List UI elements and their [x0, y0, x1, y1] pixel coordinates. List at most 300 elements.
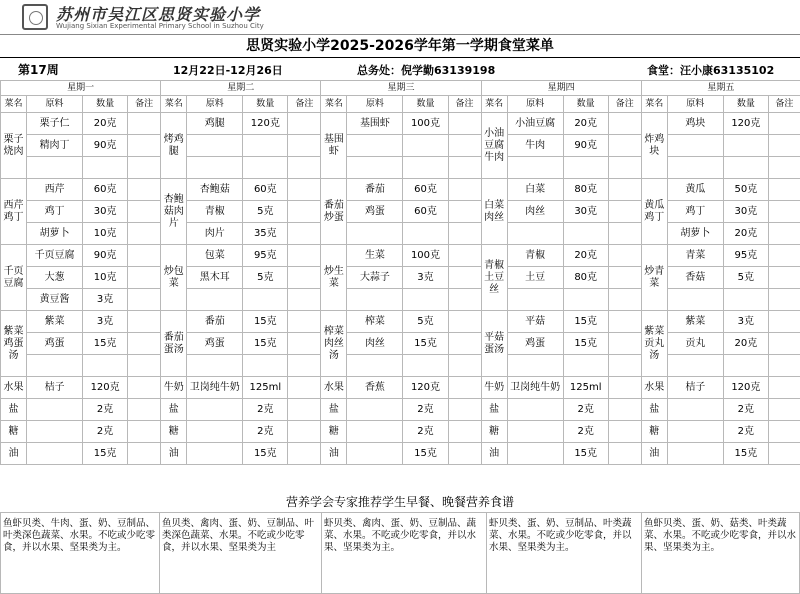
note-cell: [448, 113, 481, 135]
dish-col-header: 菜名: [481, 96, 507, 113]
note-cell: [288, 399, 321, 421]
advice-text: 鱼虾贝类、蛋、奶、菇类、叶类蔬菜、水果。不吃或少吃零食，并以水果、坚果类为主。: [642, 512, 800, 594]
ingredient-cell: [507, 399, 563, 421]
note-cell: [128, 355, 161, 377]
ingredient-cell: [187, 355, 243, 377]
quantity-cell: 3克: [403, 267, 448, 289]
ingredient-col-header: 原料: [27, 96, 83, 113]
quantity-cell: 20克: [563, 245, 608, 267]
condiment-name: 糖: [321, 421, 347, 443]
condiment-name: 糖: [641, 421, 667, 443]
advice-text: 鱼贝类、禽肉、蛋、奶、豆制品、叶类深色蔬菜、水果。不吃或少吃零食，并以水果、坚果类为主: [160, 512, 322, 594]
ingredient-cell: 白菜: [507, 179, 563, 201]
ingredient-cell: 贡丸: [667, 333, 723, 355]
canteen-contact: 食堂：汪小康63135102: [647, 64, 775, 77]
note-cell: [448, 267, 481, 289]
quantity-cell: 30克: [83, 201, 128, 223]
qty-col-header: 数量: [563, 96, 608, 113]
date-range: 12月22日-12月26日: [173, 64, 283, 77]
ingredient-cell: [187, 443, 243, 465]
ingredient-cell: [667, 421, 723, 443]
note-cell: [128, 311, 161, 333]
condiment-qty: 2克: [83, 399, 128, 421]
note-cell: [768, 311, 800, 333]
fruit-label: 牛奶: [481, 377, 507, 399]
ingredient-cell: [27, 421, 83, 443]
quantity-cell: [723, 157, 768, 179]
ingredient-cell: [27, 157, 83, 179]
dish-name: 基围虾: [321, 113, 347, 179]
office-contact: 总务处：倪学勤63139198: [357, 64, 496, 77]
quantity-cell: [403, 223, 448, 245]
condiment-qty: 15克: [723, 443, 768, 465]
note-cell: [288, 201, 321, 223]
condiment-qty: 2克: [243, 421, 288, 443]
weekday-header: 星期五: [641, 81, 800, 96]
note-cell: [128, 421, 161, 443]
note-cell: [768, 179, 800, 201]
fruit-item: 桔子: [667, 377, 723, 399]
dish-name: 榨菜肉丝汤: [321, 311, 347, 377]
note-cell: [128, 443, 161, 465]
note-cell: [608, 443, 641, 465]
condiment-qty: 15克: [403, 443, 448, 465]
ingredient-cell: [667, 135, 723, 157]
note-cell: [128, 179, 161, 201]
ingredient-cell: 肉丝: [507, 201, 563, 223]
dish-name: 栗子烧肉: [1, 113, 27, 179]
ingredient-cell: [667, 355, 723, 377]
fruit-qty: 120克: [83, 377, 128, 399]
ingredient-cell: 番茄: [347, 179, 403, 201]
note-cell: [288, 223, 321, 245]
condiment-qty: 2克: [723, 399, 768, 421]
ingredient-cell: [347, 223, 403, 245]
ingredient-cell: 基围虾: [347, 113, 403, 135]
ingredient-cell: 黄豆酱: [27, 289, 83, 311]
ingredient-cell: [27, 399, 83, 421]
note-cell: [608, 355, 641, 377]
quantity-cell: [563, 157, 608, 179]
quantity-cell: 10克: [83, 267, 128, 289]
note-cell: [128, 201, 161, 223]
quantity-cell: 120克: [723, 113, 768, 135]
quantity-cell: [563, 355, 608, 377]
quantity-cell: 30克: [563, 201, 608, 223]
ingredient-cell: 榨菜: [347, 311, 403, 333]
note-cell: [608, 223, 641, 245]
note-cell: [608, 135, 641, 157]
note-cell: [128, 245, 161, 267]
quantity-cell: [723, 289, 768, 311]
note-cell: [448, 179, 481, 201]
ingredient-cell: [667, 289, 723, 311]
ingredient-cell: [347, 289, 403, 311]
ingredient-cell: [507, 289, 563, 311]
fruit-label: 水果: [1, 377, 27, 399]
quantity-cell: [83, 355, 128, 377]
advice-title: 营养学会专家推荐学生早餐、晚餐营养食谱: [285, 495, 514, 509]
ingredient-cell: [187, 421, 243, 443]
quantity-cell: 15克: [403, 333, 448, 355]
qty-col-header: 数量: [243, 96, 288, 113]
quantity-cell: 100克: [403, 113, 448, 135]
ingredient-cell: 鸡蛋: [187, 333, 243, 355]
quantity-cell: [723, 355, 768, 377]
quantity-cell: 15克: [563, 311, 608, 333]
quantity-cell: 60克: [243, 179, 288, 201]
info-bar: [0, 57, 800, 81]
fruit-qty: 125ml: [243, 377, 288, 399]
quantity-cell: 5克: [243, 201, 288, 223]
quantity-cell: [723, 135, 768, 157]
ingredient-cell: 肉片: [187, 223, 243, 245]
fruit-label: 水果: [641, 377, 667, 399]
ingredient-cell: 包菜: [187, 245, 243, 267]
condiment-name: 盐: [321, 399, 347, 421]
dish-name: 黄瓜鸡丁: [641, 179, 667, 245]
note-col-header: 备注: [448, 96, 481, 113]
note-cell: [608, 421, 641, 443]
note-cell: [768, 289, 800, 311]
note-cell: [768, 421, 800, 443]
quantity-cell: 15克: [563, 333, 608, 355]
condiment-qty: 15克: [563, 443, 608, 465]
quantity-cell: [243, 157, 288, 179]
condiment-qty: 2克: [563, 399, 608, 421]
fruit-qty: 120克: [403, 377, 448, 399]
quantity-cell: 60克: [403, 201, 448, 223]
ingredient-cell: 鸡块: [667, 113, 723, 135]
fruit-item: 香蕉: [347, 377, 403, 399]
ingredient-cell: [507, 157, 563, 179]
dish-name: 杏鲍菇肉片: [161, 179, 187, 245]
ingredient-cell: 鸡蛋: [27, 333, 83, 355]
note-cell: [128, 333, 161, 355]
note-cell: [128, 223, 161, 245]
quantity-cell: 90克: [563, 135, 608, 157]
note-cell: [448, 157, 481, 179]
note-cell: [768, 113, 800, 135]
condiment-name: 盐: [481, 399, 507, 421]
quantity-cell: 20克: [563, 113, 608, 135]
ingredient-cell: [187, 289, 243, 311]
note-cell: [288, 443, 321, 465]
note-cell: [608, 113, 641, 135]
ingredient-cell: 千页豆腐: [27, 245, 83, 267]
advice-text: 虾贝类、蛋、奶、豆制品、叶类蔬菜、水果。不吃或少吃零食，并以水果、坚果类为主。: [487, 512, 642, 594]
fruit-label: 牛奶: [161, 377, 187, 399]
menu-table: [0, 80, 800, 465]
ingredient-cell: 鸡蛋: [507, 333, 563, 355]
ingredient-cell: 杏鲍菇: [187, 179, 243, 201]
weekday-header: 星期三: [321, 81, 481, 96]
quantity-cell: 5克: [723, 267, 768, 289]
ingredient-cell: 黄瓜: [667, 179, 723, 201]
ingredient-cell: [667, 443, 723, 465]
dish-name: 平菇蛋汤: [481, 311, 507, 377]
note-cell: [288, 135, 321, 157]
dish-name: 青椒土豆丝: [481, 245, 507, 311]
condiment-name: 盐: [641, 399, 667, 421]
note-cell: [288, 355, 321, 377]
ingredient-cell: 西芹: [27, 179, 83, 201]
dish-col-header: 菜名: [1, 96, 27, 113]
note-col-header: 备注: [608, 96, 641, 113]
ingredient-cell: [347, 443, 403, 465]
ingredient-cell: 精肉丁: [27, 135, 83, 157]
advice-text: 鱼虾贝类、牛肉、蛋、奶、豆制品、叶类深色蔬菜、水果。不吃或少吃零食，并以水果、坚果类为主。: [0, 512, 160, 594]
dish-name: 炒包菜: [161, 245, 187, 311]
fruit-qty: 125ml: [563, 377, 608, 399]
ingredient-cell: [347, 421, 403, 443]
note-cell: [128, 113, 161, 135]
advice-row: [0, 512, 800, 594]
note-cell: [768, 377, 800, 399]
condiment-name: 盐: [1, 399, 27, 421]
quantity-cell: 90克: [83, 135, 128, 157]
dish-name: 西芹鸡丁: [1, 179, 27, 245]
ingredient-cell: 土豆: [507, 267, 563, 289]
ingredient-col-header: 原料: [347, 96, 403, 113]
note-cell: [288, 113, 321, 135]
ingredient-cell: 紫菜: [667, 311, 723, 333]
note-cell: [128, 399, 161, 421]
note-cell: [448, 245, 481, 267]
condiment-qty: 2克: [403, 399, 448, 421]
quantity-cell: 5克: [403, 311, 448, 333]
quantity-cell: 95克: [723, 245, 768, 267]
ingredient-cell: 胡萝卜: [27, 223, 83, 245]
dish-name: 千页豆腐: [1, 245, 27, 311]
note-cell: [288, 311, 321, 333]
week-label: 第17周: [18, 63, 59, 77]
ingredient-cell: [507, 421, 563, 443]
dish-name: 小油豆腐牛肉: [481, 113, 507, 179]
condiment-qty: 2克: [83, 421, 128, 443]
quantity-cell: 30克: [723, 201, 768, 223]
note-cell: [608, 179, 641, 201]
ingredient-cell: 青椒: [507, 245, 563, 267]
note-cell: [288, 421, 321, 443]
note-cell: [288, 377, 321, 399]
quantity-cell: 80克: [563, 179, 608, 201]
quantity-cell: [563, 289, 608, 311]
condiment-qty: 2克: [723, 421, 768, 443]
ingredient-cell: [347, 399, 403, 421]
note-cell: [608, 201, 641, 223]
quantity-cell: [83, 157, 128, 179]
ingredient-cell: 小油豆腐: [507, 113, 563, 135]
dish-name: 烤鸡腿: [161, 113, 187, 179]
dish-name: 番茄蛋汤: [161, 311, 187, 377]
quantity-cell: 100克: [403, 245, 448, 267]
ingredient-cell: [27, 355, 83, 377]
ingredient-col-header: 原料: [667, 96, 723, 113]
ingredient-cell: [187, 135, 243, 157]
ingredient-cell: [347, 135, 403, 157]
quantity-cell: 90克: [83, 245, 128, 267]
quantity-cell: 3克: [723, 311, 768, 333]
quantity-cell: [403, 135, 448, 157]
quantity-cell: 15克: [243, 333, 288, 355]
note-cell: [448, 135, 481, 157]
ingredient-col-header: 原料: [187, 96, 243, 113]
fruit-item: 桔子: [27, 377, 83, 399]
note-col-header: 备注: [288, 96, 321, 113]
note-cell: [288, 289, 321, 311]
note-cell: [768, 399, 800, 421]
dish-name: 白菜肉丝: [481, 179, 507, 245]
quantity-cell: 80克: [563, 267, 608, 289]
school-header: [0, 0, 800, 36]
note-cell: [768, 267, 800, 289]
quantity-cell: 60克: [83, 179, 128, 201]
ingredient-cell: [507, 355, 563, 377]
note-cell: [448, 223, 481, 245]
note-cell: [608, 399, 641, 421]
note-col-header: 备注: [768, 96, 800, 113]
ingredient-cell: 黑木耳: [187, 267, 243, 289]
quantity-cell: 5克: [243, 267, 288, 289]
note-cell: [288, 333, 321, 355]
quantity-cell: 95克: [243, 245, 288, 267]
ingredient-cell: 鸡丁: [27, 201, 83, 223]
note-cell: [128, 377, 161, 399]
ingredient-cell: 青菜: [667, 245, 723, 267]
quantity-cell: 3克: [83, 289, 128, 311]
note-cell: [288, 267, 321, 289]
quantity-cell: 15克: [83, 333, 128, 355]
dish-col-header: 菜名: [641, 96, 667, 113]
ingredient-cell: 大蒜子: [347, 267, 403, 289]
note-cell: [128, 135, 161, 157]
menu-title: 思贤实验小学2025-2026学年第一学期食堂菜单: [246, 38, 554, 54]
quantity-cell: 60克: [403, 179, 448, 201]
condiment-name: 油: [1, 443, 27, 465]
ingredient-cell: 平菇: [507, 311, 563, 333]
note-cell: [608, 245, 641, 267]
note-cell: [288, 157, 321, 179]
quantity-cell: [403, 355, 448, 377]
note-cell: [768, 245, 800, 267]
dish-col-header: 菜名: [321, 96, 347, 113]
school-name: 苏州市吴江区思贤实验小学: [56, 5, 261, 24]
condiment-name: 盐: [161, 399, 187, 421]
condiment-qty: 2克: [243, 399, 288, 421]
note-cell: [608, 377, 641, 399]
fruit-item: 卫岗纯牛奶: [187, 377, 243, 399]
quantity-cell: 20克: [723, 333, 768, 355]
quantity-cell: [243, 355, 288, 377]
school-logo-icon: [22, 4, 48, 30]
quantity-cell: 10克: [83, 223, 128, 245]
note-cell: [768, 223, 800, 245]
weekday-header: 星期一: [1, 81, 161, 96]
ingredient-cell: 鸡腿: [187, 113, 243, 135]
ingredient-cell: 大葱: [27, 267, 83, 289]
qty-col-header: 数量: [723, 96, 768, 113]
condiment-name: 油: [321, 443, 347, 465]
fruit-item: 卫岗纯牛奶: [507, 377, 563, 399]
condiment-name: 油: [481, 443, 507, 465]
note-cell: [768, 443, 800, 465]
note-cell: [448, 355, 481, 377]
condiment-name: 油: [161, 443, 187, 465]
note-cell: [448, 311, 481, 333]
ingredient-cell: 青椒: [187, 201, 243, 223]
ingredient-cell: 栗子仁: [27, 113, 83, 135]
quantity-cell: 20克: [83, 113, 128, 135]
ingredient-col-header: 原料: [507, 96, 563, 113]
condiment-name: 糖: [161, 421, 187, 443]
condiment-qty: 15克: [83, 443, 128, 465]
condiment-qty: 15克: [243, 443, 288, 465]
qty-col-header: 数量: [403, 96, 448, 113]
note-cell: [768, 135, 800, 157]
condiment-name: 油: [641, 443, 667, 465]
note-cell: [128, 157, 161, 179]
condiment-name: 糖: [481, 421, 507, 443]
quantity-cell: 3克: [83, 311, 128, 333]
dish-col-header: 菜名: [161, 96, 187, 113]
qty-col-header: 数量: [83, 96, 128, 113]
note-cell: [608, 267, 641, 289]
ingredient-cell: 番茄: [187, 311, 243, 333]
quantity-cell: 120克: [243, 113, 288, 135]
ingredient-cell: [347, 355, 403, 377]
note-col-header: 备注: [128, 96, 161, 113]
note-cell: [608, 157, 641, 179]
note-cell: [608, 311, 641, 333]
fruit-label: 水果: [321, 377, 347, 399]
dish-name: 紫菜贡丸汤: [641, 311, 667, 377]
ingredient-cell: [27, 443, 83, 465]
quantity-cell: 15克: [243, 311, 288, 333]
note-cell: [448, 421, 481, 443]
ingredient-cell: [187, 157, 243, 179]
note-cell: [448, 377, 481, 399]
note-cell: [448, 201, 481, 223]
ingredient-cell: [507, 443, 563, 465]
note-cell: [448, 399, 481, 421]
dish-name: 炒生菜: [321, 245, 347, 311]
advice-text: 虾贝类、禽肉、蛋、奶、豆制品、蔬菜、水果。不吃或少吃零食，并以水果、坚果类为主。: [322, 512, 487, 594]
note-cell: [768, 333, 800, 355]
ingredient-cell: [187, 399, 243, 421]
condiment-qty: 2克: [563, 421, 608, 443]
quantity-cell: [403, 157, 448, 179]
ingredient-cell: [347, 157, 403, 179]
ingredient-cell: 胡萝卜: [667, 223, 723, 245]
quantity-cell: [243, 289, 288, 311]
note-cell: [768, 201, 800, 223]
ingredient-cell: 鸡丁: [667, 201, 723, 223]
header-divider: [0, 34, 800, 35]
condiment-qty: 2克: [403, 421, 448, 443]
weekday-header: 星期四: [481, 81, 641, 96]
quantity-cell: 35克: [243, 223, 288, 245]
dish-name: 炒青菜: [641, 245, 667, 311]
condiment-name: 糖: [1, 421, 27, 443]
ingredient-cell: 鸡蛋: [347, 201, 403, 223]
ingredient-cell: 生菜: [347, 245, 403, 267]
ingredient-cell: 肉丝: [347, 333, 403, 355]
note-cell: [448, 289, 481, 311]
quantity-cell: [243, 135, 288, 157]
ingredient-cell: [667, 157, 723, 179]
dish-name: 紫菜鸡蛋汤: [1, 311, 27, 377]
